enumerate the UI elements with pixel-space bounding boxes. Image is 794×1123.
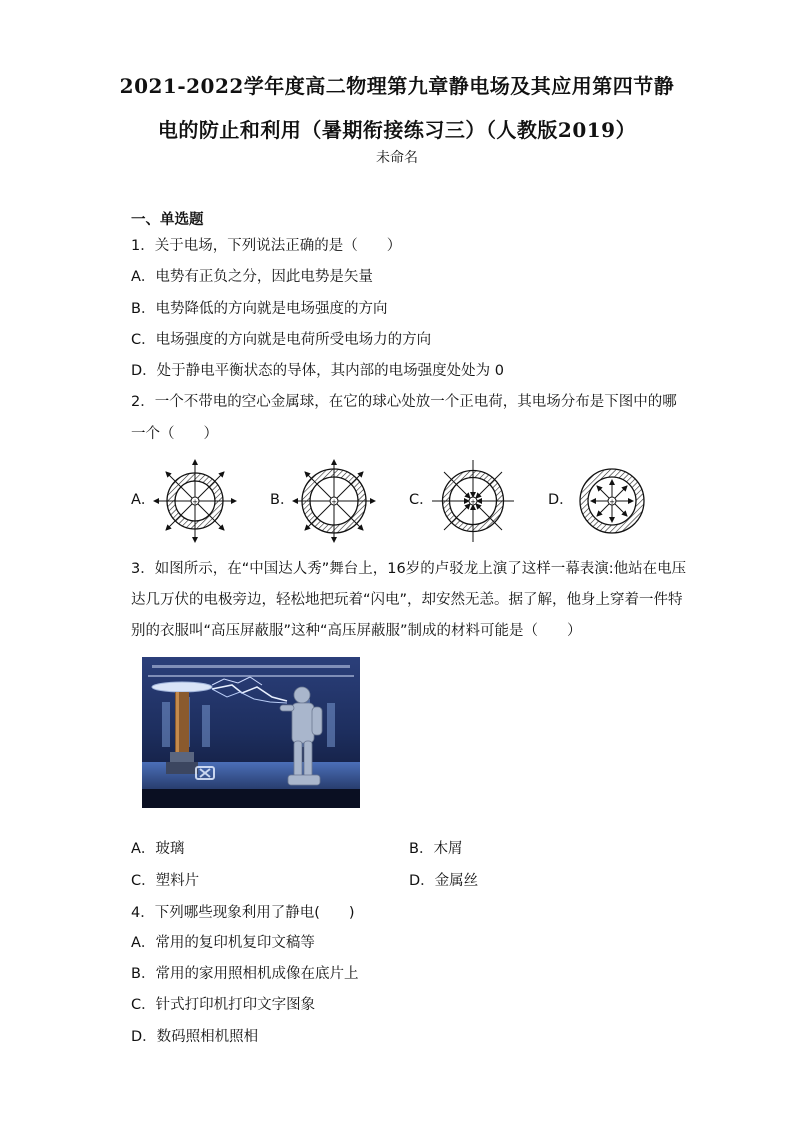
q2-stem-line-1: 2．一个不带电的空心金属球，在它的球心处放一个正电荷，其电场分布是下图中的哪 [131,394,677,410]
q2-figure-b [289,456,379,546]
q4-option-a: A．常用的复印机复印文稿等 [131,935,315,951]
q2-figure-label-a: A． [131,492,156,508]
q4-option-b: B．常用的家用照相机成像在底片上 [131,966,359,982]
q1-stem: 1．关于电场，下列说法正确的是（ ） [131,238,402,254]
q3-stem-line-2: 达几万伏的电极旁边，轻松地把玩着“闪电”，却安然无恙。据了解，他身上穿着一件特 [131,592,683,608]
document-title-line-2: 电的防止和利用（暑期衔接练习三）（人教版2019） [157,118,637,142]
q3-stem-line-3: 别的衣服叫“高压屏蔽服”这种“高压屏蔽服”制成的材料可能是（ ） [131,623,582,639]
q3-stem-line-1: 3．如图所示，在“中国达人秀”舞台上，16岁的卢驳龙上演了这样一幕表演:他站在电压 [131,561,687,577]
q1-option-b: B．电势降低的方向就是电场强度的方向 [131,301,388,317]
section-heading: 一、单选题 [131,212,204,228]
q2-stem-line-2: 一个（ ） [131,426,218,442]
q2-figure-d [567,456,657,546]
q4-option-c: C．针式打印机打印文字图象 [131,997,316,1013]
q3-option-a: A．玻璃 [131,841,185,857]
q1-option-a: A．电势有正负之分，因此电势是矢量 [131,269,373,285]
q1-option-d: D．处于静电平衡状态的导体，其内部的电场强度处处为 0 [131,363,504,379]
q2-figure-a [150,456,240,546]
q1-option-c: C．电场强度的方向就是电荷所受电场力的方向 [131,332,432,348]
q3-option-d: D．金属丝 [409,873,479,889]
q2-b-charge: + [331,498,337,506]
document-subtitle: 未命名 [376,150,418,166]
q2-figure-c [428,456,518,546]
q2-d-charge: + [609,498,615,506]
q2-figure-label-c: C． [409,492,434,508]
document-title-line-1: 2021-2022学年度高二物理第九章静电场及其应用第四节静 [119,74,675,98]
q2-c-charge: + [470,498,476,506]
q3-option-b: B．木屑 [409,841,463,857]
q2-figure-label-d: D． [548,492,574,508]
q3-option-c: C．塑料片 [131,873,200,889]
q3-stage-photo [142,657,360,808]
q2-a-charge: + [192,498,198,506]
q4-stem: 4．下列哪些现象利用了静电( ) [131,905,355,921]
q4-option-d: D．数码照相机照相 [131,1029,259,1045]
q2-figure-label-b: B． [270,492,295,508]
